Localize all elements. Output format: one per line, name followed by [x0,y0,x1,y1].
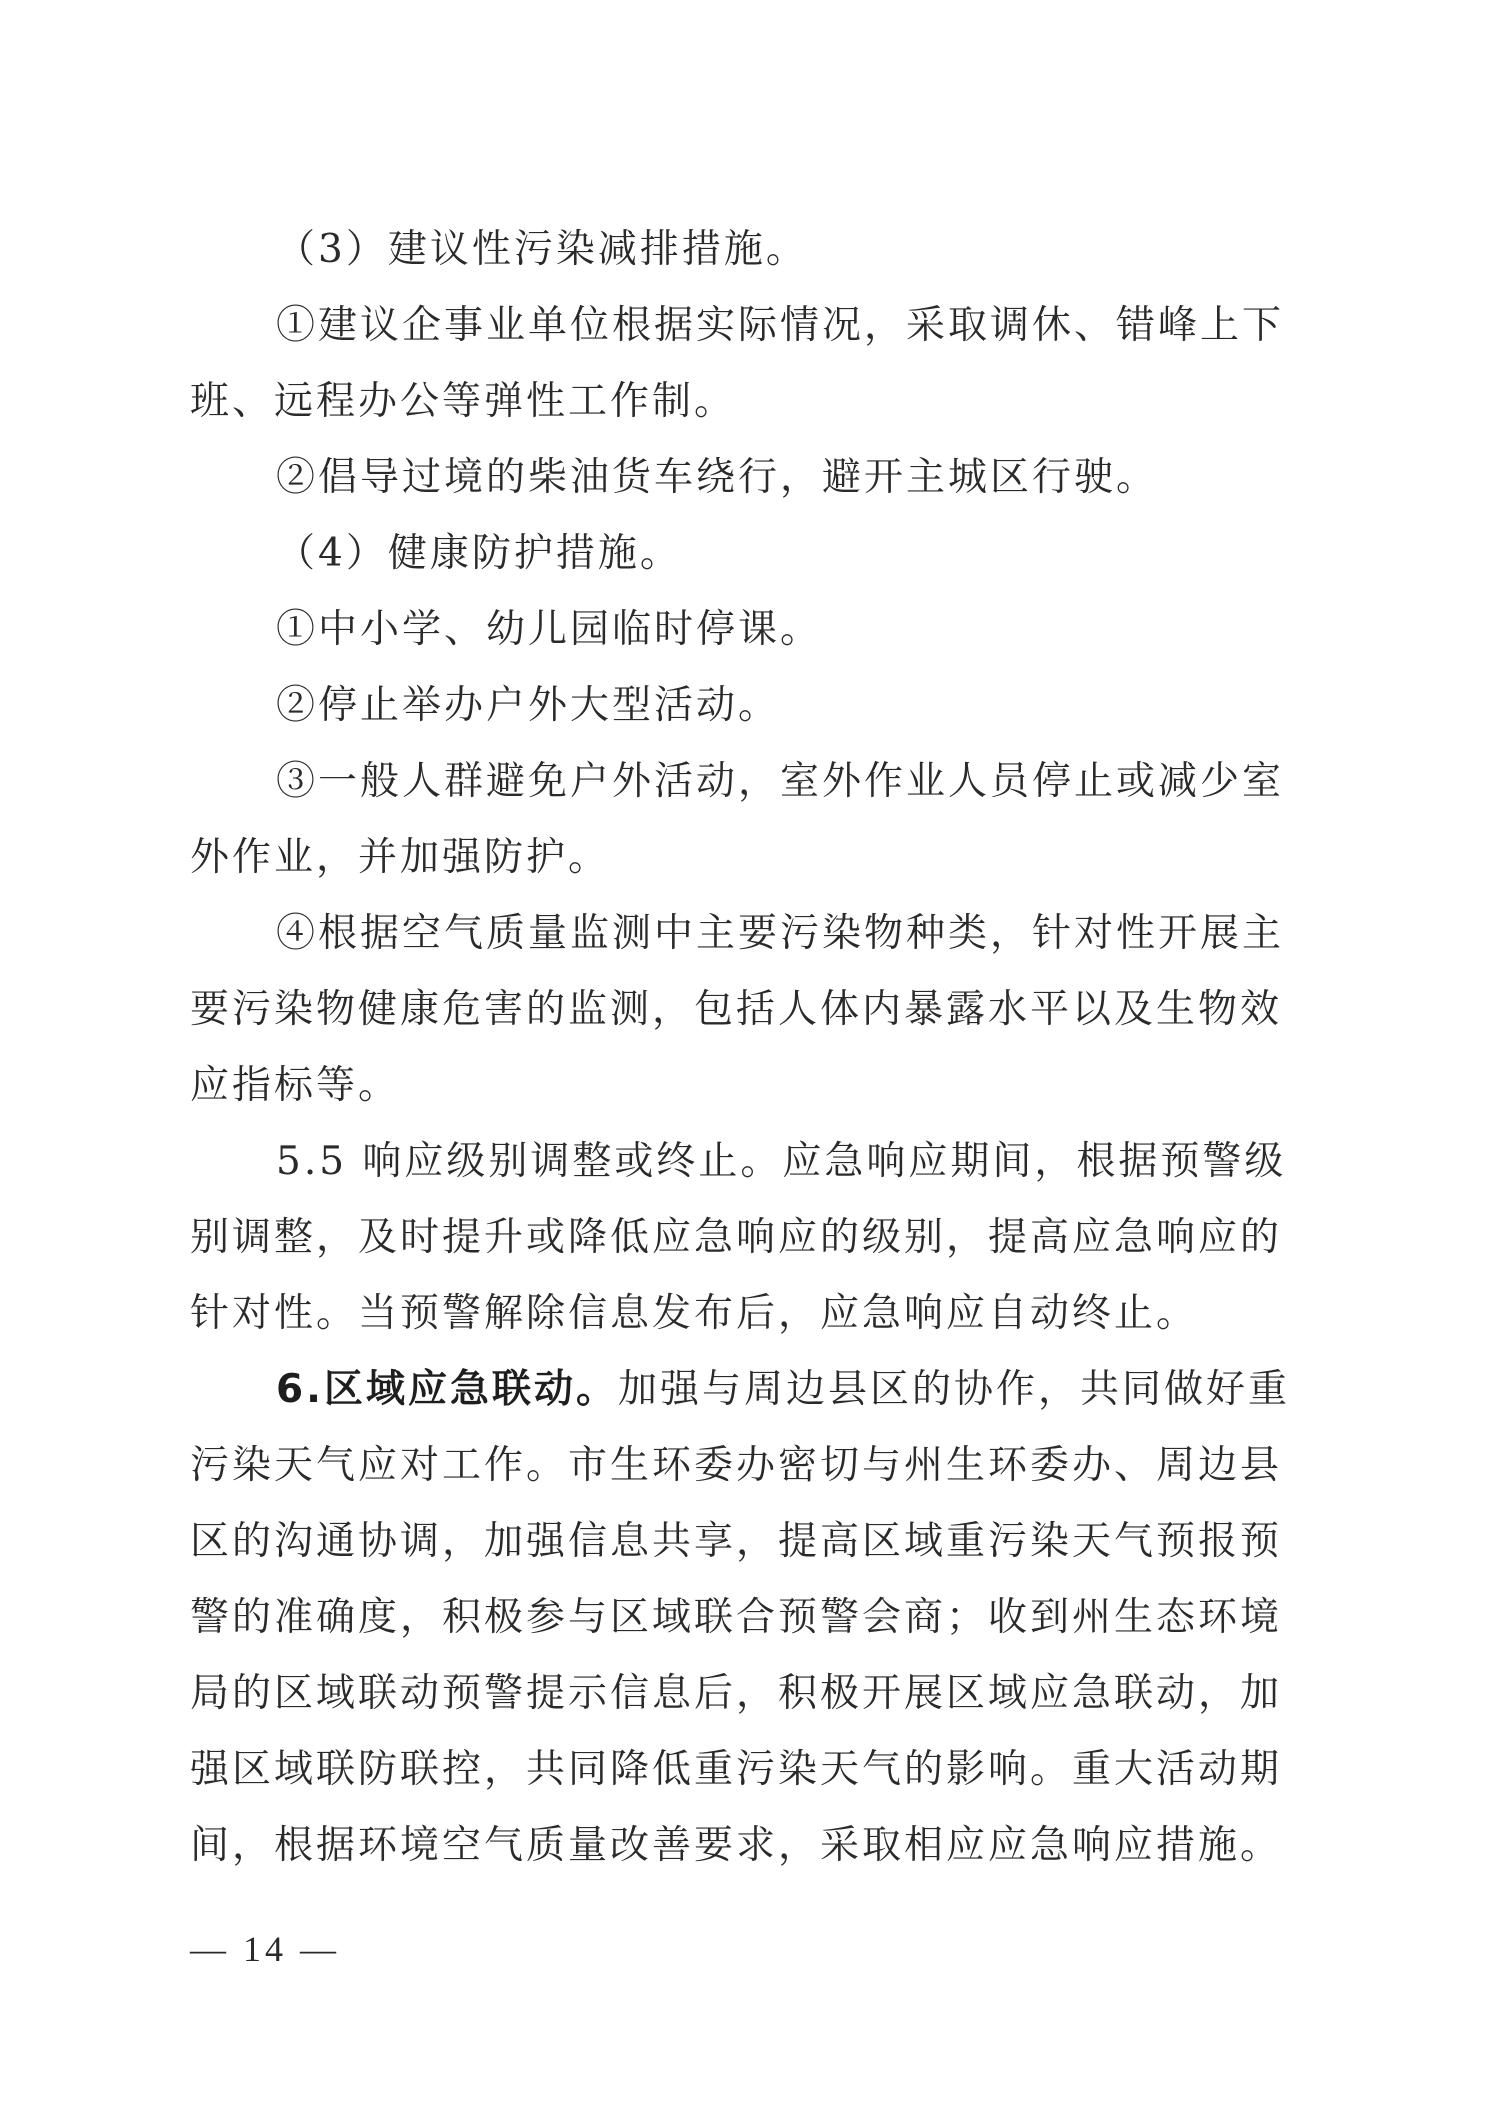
paragraph-text: ②停止举办户外大型活动。 [276,683,781,728]
paragraph-text: （4）健康防护措施。 [276,531,682,576]
paragraph-text: （3）建议性污染减排措施。 [276,227,808,272]
paragraph-item [190,668,1300,744]
paragraph-subsection-3 [190,212,1300,288]
paragraph-subsection-4 [190,516,1300,592]
paragraph-text: ②倡导过境的柴油货车绕行，避开主城区行驶。 [276,455,1159,500]
paragraph-text: ①建议企事业单位根据实际情况，采取调休、错峰上下班、远程办公等弹性工作制。 [190,303,1285,424]
section-heading: 6.区域应急联动。 [276,1367,618,1412]
paragraph-text: ④根据空气质量监测中主要污染物种类，针对性开展主要污染物健康危害的监测，包括人体内暴露水平以及生物效应指标等。 [190,911,1285,1108]
paragraph-text: 加强与周边县区的协作，共同做好重污染天气应对工作。市生环委办密切与州生环委办、周边县区的沟通协调，加强信息共享，提高区域重污染天气预报预警的准确度，积极参与区域联合预警会商；收到州生态环境局的区域联动预警提示信息后，积极开展区域应急联动，加强区域联防联控，共同降低重污染天气的影响。重大活动期间，根据环境空气质量改善要求，采取相应应急响应措施。 [190,1367,1290,1868]
paragraph-text: 5.5 响应级别调整或终止。应急响应期间，根据预警级别调整，及时提升或降低应急响应的级别，提高应急响应的针对性。当预警解除信息发布后，应急响应自动终止。 [190,1139,1287,1336]
paragraph-section-6 [190,1352,1300,1884]
paragraph-item [190,896,1300,1124]
paragraph-item [190,592,1300,668]
paragraph-item [190,288,1300,440]
paragraph-item [190,440,1300,516]
paragraph-text: ③一般人群避免户外活动，室外作业人员停止或减少室外作业，并加强防护。 [190,759,1285,880]
paragraph-text: ①中小学、幼儿园临时停课。 [276,607,823,652]
paragraph-item [190,744,1300,896]
page-number: — 14 — [190,1929,340,1969]
paragraph-section-5-5 [190,1124,1300,1352]
